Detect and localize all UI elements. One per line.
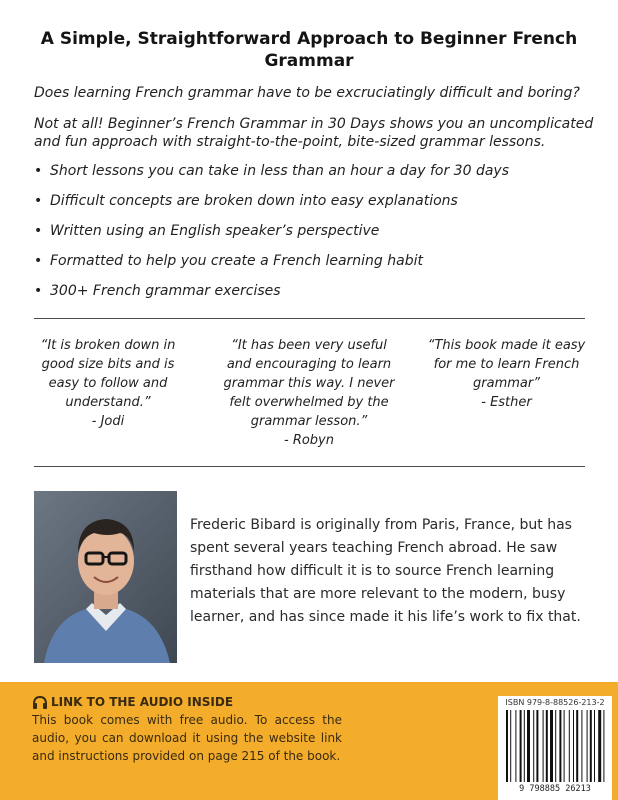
audio-heading [32, 695, 233, 709]
headphones-icon [32, 695, 48, 709]
barcode-bar [594, 710, 595, 782]
testimonial-author: - Jodi [91, 414, 125, 429]
barcode-digits: 9 798885 26213 [519, 784, 591, 794]
barcode-bar [590, 710, 592, 782]
list-item [34, 190, 594, 220]
testimonial [218, 336, 400, 450]
bullet-icon: • [34, 253, 43, 269]
list-item-text: 300+ French grammar exercises [50, 283, 281, 299]
barcode-bar [564, 710, 565, 782]
list-item-text: Written using an English speaker’s perspective [50, 223, 380, 239]
barcode [498, 696, 612, 800]
author-bio: Frederic Bibard is originally from Paris, France, but has spent several years teaching French abroad. He saw firsthand how difficult it is to source French learning materials that are more relevant to the modern, busy learner, and has since made it his life’s work to fix that. [190, 517, 581, 625]
barcode-bar [515, 710, 516, 782]
isbn-label: ISBN 979-8-88526-213-2 [505, 698, 605, 707]
list-item [34, 250, 594, 280]
audio-description: This book comes with free audio. To access the audio, you can download it using the website link and instructions provided on page 215 of the book. [32, 713, 342, 763]
barcode-bar [527, 710, 530, 782]
audio-heading-text: LINK TO THE AUDIO INSIDE [51, 695, 234, 709]
barcode-bar [506, 710, 508, 782]
barcode-bar [520, 710, 522, 782]
audio-footer [0, 682, 618, 800]
barcode-bar [581, 710, 582, 782]
barcode-bar [550, 710, 553, 782]
barcode-bar [524, 710, 525, 782]
barcode-bar [533, 710, 534, 782]
feature-list [34, 160, 594, 310]
intro-question: Does learning French grammar have to be excruciatingly difficult and boring? [34, 85, 580, 101]
author-portrait-image [34, 491, 177, 663]
list-item-text: Formatted to help you create a French learning habit [50, 253, 423, 269]
barcode-bar [598, 710, 601, 782]
barcode-bar [555, 710, 556, 782]
testimonial-quote: “It is broken down in good size bits and is easy to follow and understand.” [40, 338, 176, 410]
list-item-text: Difficult concepts are broken down into easy explanations [50, 193, 458, 209]
testimonials [34, 336, 585, 456]
barcode-bar [536, 710, 538, 782]
testimonial-author: - Esther [481, 395, 532, 410]
bullet-icon: • [34, 283, 43, 299]
barcode-bar [573, 710, 574, 782]
barcode-bar [543, 710, 544, 782]
barcode-bar [569, 710, 570, 782]
author-photo [34, 491, 177, 663]
testimonial [34, 336, 182, 431]
testimonial [424, 336, 589, 412]
testimonial-quote: “It has been very useful and encouraging to learn grammar this way. I never felt overwhelmed by the grammar lesson.” [223, 338, 395, 429]
bullet-icon: • [34, 193, 43, 209]
page-title: A Simple, Straightforward Approach to Beginner French Grammar [40, 29, 578, 71]
testimonial-author: - Robyn [284, 433, 334, 448]
testimonial-quote: “This book made it easy for me to learn French grammar” [427, 338, 586, 391]
list-item [34, 160, 594, 190]
barcode-bar [603, 710, 604, 782]
bullet-icon: • [34, 163, 43, 179]
list-item [34, 220, 594, 250]
divider [34, 318, 585, 319]
list-item-text: Short lessons you can take in less than an hour a day for 30 days [50, 163, 509, 179]
barcode-bar [559, 710, 561, 782]
barcode-bar [546, 710, 548, 782]
list-item [34, 280, 594, 310]
barcode-bar [587, 710, 588, 782]
divider [34, 466, 585, 467]
barcode-bar [510, 710, 511, 782]
intro-answer: Not at all! Beginner’s French Grammar in 30 Days shows you an uncomplicated and fun approach with straight-to-the-point, bite-sized grammar lessons. [34, 116, 594, 150]
barcode-bar [576, 710, 578, 782]
bullet-icon: • [34, 223, 43, 239]
